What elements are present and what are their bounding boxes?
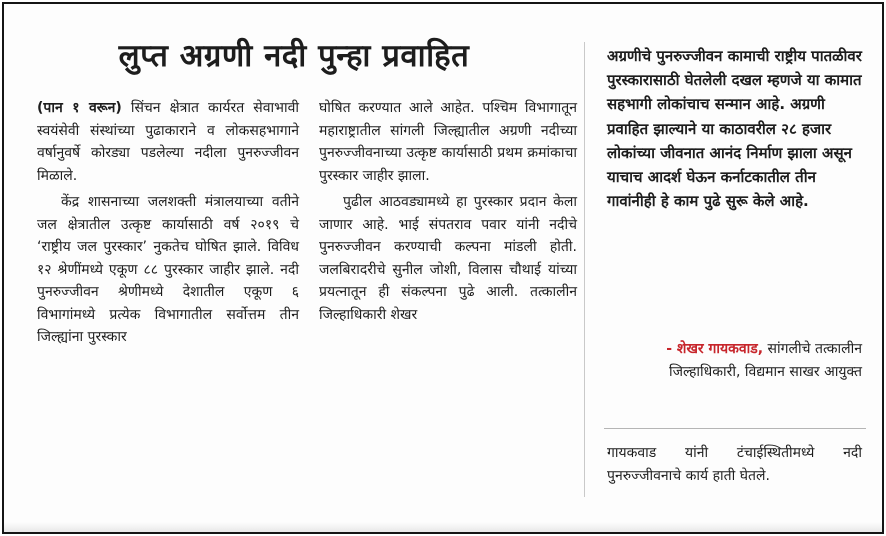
paragraph: पुढील आठवड्यामध्ये हा पुरस्कार प्रदान केला जाणार आहे. भाई संपतराव पवार यांनी नदीचे पुनरुज्जीवन करण्याची कल्पना मांडली होती. जलबिरादरीचे सुनील जोशी, विलास चौथाई यांच्या प्रयत्नातून ही संकल्पना पुढे आली. तत्कालीन जिल्हाधिकारी शेखर: [319, 194, 577, 323]
column-3-text: गायकवाड यांनी टंचाईस्थितीमध्ये नदी पुनरुज्जीवनाचे कार्य हाती घेतले.: [607, 445, 862, 484]
paragraph: केंद्र शासनाच्या जलशक्ती मंत्रालयाच्या वतीने जल क्षेत्रातील उत्कृष्ट कार्यासाठी वर्ष २०१९ चे ‘राष्ट्रीय जल पुरस्कार’ नुकतेच घोषित झाले. विविध १२ श्रेणींमध्ये एकूण ८८ पुरस्कार जाहीर झाले. नदी पुनरुज्जीवन श्रेणीमध्ये देशातील एकूण ६ विभागांमध्ये प्रत्येक विभागातील सर्वोत्तम तीन जिल्ह्यांना पुरस्कार: [37, 194, 299, 345]
bottom-edge: [4, 522, 882, 532]
pull-quote: अग्रणीचे पुनरुज्जीवन कामाची राष्ट्रीय पातळीवर पुरस्कारासाठी घेतलेली दखल म्हणजे या कामात सहभागी लोकांचाच सन्मान आहे. अग्रणी प्रवाहित झाल्याने या काठावरील २८ हजार लोकांच्या जीवनात आनंद निर्माण झाला असून याचाच आदर्श घेऊन कर्नाटकातील तीन गावांनीही हे काम पुढे सुरू केले आहे.: [607, 47, 862, 211]
section-divider: [604, 428, 866, 429]
paragraph: घोषित करण्यात आले आहेत. पश्चिम विभागातून महाराष्ट्रातील सांगली जिल्ह्यातील अग्रणी नदीच्या पुनरुज्जीवनाच्या उत्कृष्ट कार्यासाठी प्रथम क्रमांकाचा पुरस्कार जाहीर झाला.: [319, 100, 577, 184]
column-divider: [584, 42, 585, 497]
column-1: [37, 97, 299, 349]
paragraph: [37, 97, 299, 187]
continuation-marker: (पान १ वरून): [37, 100, 122, 116]
attribution-title: सांगलीचे तत्कालीन जिल्हाधिकारी, विद्यमान साखर आयुक्त: [668, 341, 862, 380]
paragraph-text: सिंचन क्षेत्रात कार्यरत सेवाभावी स्वयंसेवी संस्थांच्या पुढाकाराने व लोकसहभागाने वर्षानुवर्षे कोरड्या पडलेल्या नदीला पुनरुज्जीवन मिळाले.: [37, 100, 299, 184]
column-2: [319, 97, 577, 326]
newspaper-clipping: [2, 2, 884, 534]
attribution-name: - शेखर गायकवाड,: [666, 341, 764, 357]
quote-attribution: [607, 338, 862, 384]
headline: लुप्त अग्रणी नदी पुन्हा प्रवाहित: [118, 38, 470, 74]
